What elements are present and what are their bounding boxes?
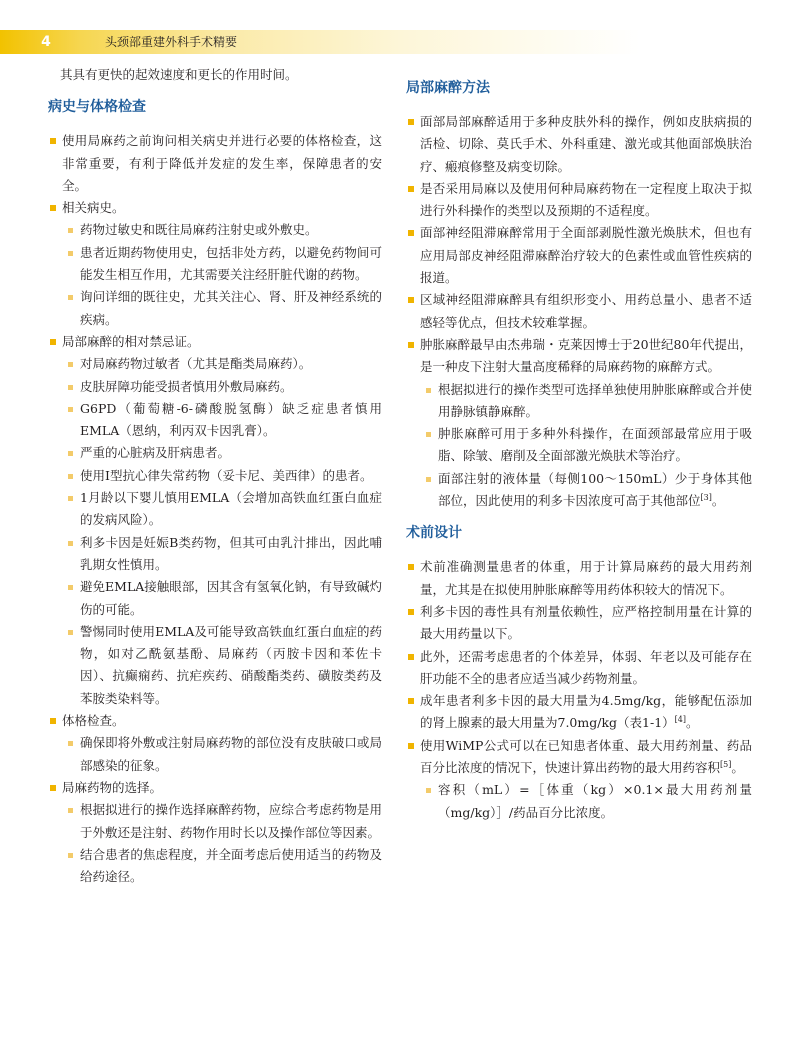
item-text: 询问详细的既往史，尤其关注心、肾、肝及神经系统的疾病。 [80,289,382,327]
square-bullet-icon [426,788,431,793]
square-bullet-icon [50,718,56,724]
square-bullet-icon [408,119,414,125]
square-bullet-icon [68,295,73,300]
square-bullet-icon [408,654,414,660]
item-text: 1月龄以下婴儿慎用EMLA（会增加高铁血红蛋白血症的发病风险）。 [80,490,382,528]
square-bullet-icon [408,230,414,236]
square-bullet-icon [408,342,414,348]
square-bullet-icon [68,541,73,546]
intro-text: 其具有更快的起效速度和更长的作用时间。 [60,67,298,82]
item-text-tail: 。 [731,760,744,776]
page-header [0,30,800,54]
item-text: 根据拟进行的操作类型可选择单独使用肿胀麻醉或合并使用静脉镇静麻醉。 [438,381,752,419]
list-item [406,690,752,735]
square-bullet-icon [68,853,73,858]
square-bullet-icon [408,564,414,570]
section-title-preop-design: 术前设计 [406,525,462,542]
sub-list-item [48,353,382,375]
square-bullet-icon [68,362,73,367]
square-bullet-icon [68,630,73,635]
square-bullet-icon [408,743,414,749]
square-bullet-icon [68,585,73,590]
sub-list-item [48,487,382,532]
item-text: 局部麻醉的相对禁忌证。 [62,333,200,349]
sub-list-item [48,621,382,710]
list-item [406,334,752,379]
list-item [406,222,752,289]
section-title-anesthesia-methods: 局部麻醉方法 [406,80,490,96]
sub-list-item [48,442,382,464]
reference-marker: [4] [674,715,686,725]
item-text: 此外，还需考虑患者的个体差异，体弱、年老以及可能存在肝功能不全的患者应适当减少药物剂量。 [420,648,752,686]
item-text: 避免EMLA接触眼部，因其含有氢氧化钠，有导致碱灼伤的可能。 [80,579,382,617]
sub-list-item [48,242,382,287]
item-text: 肿胀麻醉可用于多种外科操作，在面颈部最常应用于吸脂、除皱、磨削及全面部激光焕肤术等治疗。 [438,426,752,464]
square-bullet-icon [426,432,431,437]
square-bullet-icon [68,741,73,746]
item-text: 面部注射的液体量（每侧100～150mL）少于身体其他部位，因此使用的利多卡因浓度可高于其他部位 [438,470,752,509]
item-text: 容积（mL）=［体重（kg）×0.1×最大用药剂量（mg/kg）］/药品百分比浓度。 [438,782,752,820]
list-item [406,289,752,334]
list-item [406,111,752,178]
item-text: 结合患者的焦虑程度，并全面考虑后使用适当的药物及给药途径。 [80,846,382,885]
item-text: 根据拟进行的操作选择麻醉药物，应综合考虑药物是用于外敷还是注射、药物作用时长以及操作部位等因素。 [80,802,382,840]
item-text: 药物过敏史和既往局麻药注射史或外敷史。 [80,222,318,238]
square-bullet-icon [68,407,73,412]
item-text-tail: 。 [711,493,725,509]
square-bullet-icon [408,297,414,303]
item-text: 使用局麻药之前询问相关病史并进行必要的体格检查，这非常重要，有利于降低并发症的发生率，保障患者的安全。 [62,133,382,193]
history-exam-list [48,130,382,888]
right-column [406,64,752,824]
item-text: 体格检查。 [62,713,125,729]
sub-list-item [48,844,382,889]
list-item [48,197,382,219]
square-bullet-icon [408,698,414,704]
list-item [406,178,752,223]
item-text: 警惕同时使用EMLA及可能导致高铁血红蛋白血症的药物，如对乙酰氨基酚、局麻药（丙胺卡因和苯佐卡因）、抗癫痫药、抗疟疾药、硝酸酯类药、磺胺类药及苯胺类染料等。 [80,623,382,706]
square-bullet-icon [50,205,56,211]
reference-marker: [5] [720,759,732,769]
item-text: 是否采用局麻以及使用何种局麻药物在一定程度上取决于拟进行外科操作的类型以及预期的不适程度。 [420,180,752,219]
list-item [406,556,752,601]
sub-list-item [48,799,382,844]
list-item [406,735,752,780]
square-bullet-icon [50,339,56,345]
sub-list-item [406,423,752,468]
sub-list-item [48,465,382,487]
square-bullet-icon [68,385,73,390]
running-title: 头颈部重建外科手术精要 [105,35,238,49]
item-text: 面部神经阻滞麻醉常用于全面部剥脱性激光焕肤术，但也有应用局部皮神经阻滞麻醉治疗较大的色素性或血管性疾病的报道。 [420,225,752,286]
square-bullet-icon [68,228,73,233]
page-number: 4 [41,34,51,50]
square-bullet-icon [68,474,73,479]
sub-list-item [48,532,382,577]
sub-list-item [48,286,382,331]
item-text: 确保即将外敷或注射局麻药物的部位没有皮肤破口或局部感染的征象。 [80,735,382,773]
reference-marker: [3] [700,492,712,502]
square-bullet-icon [408,186,414,192]
item-text: 面部局部麻醉适用于多种皮肤外科的操作，例如皮肤病损的活检、切除、莫氏手术、外科重建、激光或其他面部焕肤治疗、瘢痕修整及病变切除。 [420,114,752,174]
item-text: 局麻药物的选择。 [62,779,163,795]
item-text: 皮肤屏障功能受损者慎用外敷局麻药。 [80,378,293,394]
item-text: G6PD（葡萄糖-6-磷酸脱氢酶）缺乏症患者慎用EMLA（恩纳，利丙双卡因乳膏）。 [80,400,382,439]
item-text: 使用Ⅰ型抗心律失常药物（妥卡尼、美西律）的患者。 [80,467,373,483]
list-item [48,777,382,799]
sub-list-item [48,576,382,621]
square-bullet-icon [426,477,431,482]
list-item [48,331,382,353]
sub-list-item [48,398,382,443]
sub-list-item [48,376,382,398]
item-text: 相关病史。 [62,200,125,216]
item-text-tail: 。 [686,715,699,731]
list-item [48,130,382,197]
section-title-history: 病史与体格检查 [48,99,146,116]
square-bullet-icon [426,388,431,393]
preop-design-list [406,556,752,824]
sub-list-item [406,779,752,824]
item-text: 利多卡因是妊娠B类药物，但其可由乳汁排出，因此哺乳期女性慎用。 [80,534,382,572]
item-text: 区域神经阻滞麻醉具有组织形变小、用药总量小、患者不适感轻等优点，但技术较难掌握。 [420,292,752,330]
square-bullet-icon [68,251,73,256]
item-text: 使用WiMP公式可以在已知患者体重、最大用药剂量、药品百分比浓度的情况下，快速计算出药物的最大用药容积 [420,737,752,776]
item-text: 患者近期药物使用史，包括非处方药，以避免药物间可能发生相互作用，尤其需要关注经肝脏代谢的药物。 [80,244,382,283]
anesthesia-methods-list [406,111,752,512]
item-text: 利多卡因的毒性具有剂量依赖性，应严格控制用量在计算的最大用药量以下。 [420,603,752,642]
sub-list-item [48,219,382,241]
item-text: 成年患者利多卡因的最大用量为4.5mg/kg，能够配伍添加的肾上腺素的最大用量为7.0mg/kg（表1-1） [420,693,752,731]
list-item [406,601,752,646]
square-bullet-icon [50,138,56,144]
list-item [48,710,382,732]
sub-list-item [406,468,752,513]
sub-list-item [406,379,752,424]
item-text: 对局麻药物过敏者（尤其是酯类局麻药）。 [80,356,312,372]
item-text: 术前准确测量患者的体重，用于计算局麻药的最大用药剂量，尤其是在拟使用肿胀麻醉等用药体积较大的情况下。 [420,559,752,597]
sub-list-item [48,732,382,777]
square-bullet-icon [50,785,56,791]
left-column [48,64,382,888]
list-item [406,646,752,691]
square-bullet-icon [68,808,73,813]
square-bullet-icon [68,496,73,501]
square-bullet-icon [68,451,73,456]
item-text: 严重的心脏病及肝病患者。 [80,445,231,461]
square-bullet-icon [408,609,414,615]
item-text: 肿胀麻醉最早由杰弗瑞・克莱因博士于20世纪80年代提出，是一种皮下注射大量高度稀释的局麻药物的麻醉方式。 [420,336,752,375]
